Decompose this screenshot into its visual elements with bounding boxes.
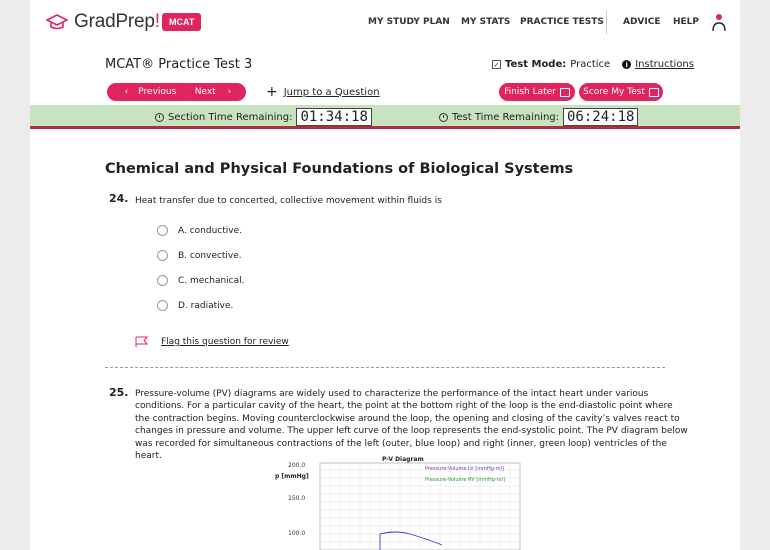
nav-my-study-plan[interactable]: MY STUDY PLAN bbox=[368, 17, 450, 27]
test-mode-label: Test Mode: bbox=[505, 59, 567, 70]
answer-option-d[interactable]: D. radiative. bbox=[157, 300, 233, 311]
save-icon bbox=[560, 88, 570, 97]
answer-option-c[interactable]: C. mechanical. bbox=[157, 275, 245, 286]
question-number: 25. bbox=[109, 386, 129, 399]
answer-option-a[interactable]: A. conductive. bbox=[157, 225, 242, 236]
radio-button[interactable] bbox=[157, 300, 168, 311]
next-button[interactable]: Next › bbox=[180, 83, 246, 101]
chevron-left-icon: ‹ bbox=[124, 87, 129, 97]
test-mode-indicator bbox=[492, 59, 694, 70]
nav-practice-tests[interactable]: PRACTICE TESTS bbox=[520, 17, 604, 27]
nav-help[interactable]: HELP bbox=[673, 17, 700, 27]
jump-to-question[interactable] bbox=[266, 84, 380, 100]
bar-chart-icon bbox=[649, 88, 659, 97]
chart-title: P-V Diagram bbox=[382, 456, 424, 463]
question-number: 24. bbox=[109, 192, 129, 205]
clock-icon bbox=[439, 113, 448, 122]
gradprep-logo[interactable] bbox=[46, 11, 160, 33]
flag-for-review[interactable] bbox=[135, 336, 289, 348]
pv-diagram-chart bbox=[270, 455, 530, 550]
question-text: Heat transfer due to concerted, collective movement within fluids is bbox=[135, 196, 442, 206]
test-mode-value: Practice bbox=[570, 59, 611, 70]
radio-button[interactable] bbox=[157, 275, 168, 286]
nav-divider bbox=[606, 10, 607, 34]
flag-icon bbox=[135, 336, 149, 348]
plus-icon: + bbox=[266, 84, 278, 100]
answer-option-b[interactable]: B. convective. bbox=[157, 250, 242, 261]
legend-entry-rv: Pressure-Volume RV [mmHg-ml] bbox=[425, 477, 505, 483]
clock-icon bbox=[155, 113, 164, 122]
test-mode-checkbox[interactable]: ✓ bbox=[493, 60, 500, 69]
chevron-right-icon: › bbox=[227, 87, 232, 97]
legend-entry-lv: Pressure-Volume LV [mmHg-ml] bbox=[425, 466, 504, 472]
test-title: MCAT® Practice Test 3 bbox=[105, 57, 253, 72]
score-my-test-button[interactable]: Score My Test bbox=[579, 83, 663, 101]
nav-advice[interactable]: ADVICE bbox=[623, 17, 661, 27]
top-navigation bbox=[30, 0, 740, 46]
app-page bbox=[30, 0, 740, 550]
test-timer: Test Time Remaining: 06:24:18 bbox=[439, 108, 638, 126]
flag-question-link[interactable]: Flag this question for review bbox=[161, 337, 289, 347]
question-passage: Pressure-volume (PV) diagrams are widely used to characterize the performance of the intact heart under various conditions. For a particular cavity of the heart, the point at the bottom right of the loop is the end-diastolic point where the contraction begins. Moving counterclockwise around the loop, the opening and closing of the cavity’s valves react to changes in pressure and volume. The upper left curve of the loop represents the end-systolic point. The PV diagram below was recorded for simultaneous contractions of the left (outer, blue loop) and right (inner, green loop) ventricles of the heart. bbox=[135, 389, 688, 462]
nav-my-stats[interactable]: MY STATS bbox=[461, 17, 511, 27]
radio-button[interactable] bbox=[157, 225, 168, 236]
graduation-cap-icon bbox=[46, 14, 68, 30]
y-tick-label: 100.0 bbox=[288, 530, 306, 537]
previous-button[interactable]: ‹ Previous bbox=[107, 83, 194, 101]
user-account-icon[interactable] bbox=[711, 12, 727, 32]
section-time-value: 01:34:18 bbox=[296, 108, 371, 126]
section-title: Chemical and Physical Foundations of Biological Systems bbox=[105, 161, 574, 177]
instructions-link[interactable]: Instructions bbox=[635, 59, 694, 70]
y-axis-label: p [mmHg] bbox=[275, 473, 309, 480]
test-time-value: 06:24:18 bbox=[563, 108, 638, 126]
radio-button[interactable] bbox=[157, 250, 168, 261]
y-tick-label: 200.0 bbox=[288, 462, 306, 469]
jump-to-question-link[interactable]: Jump to a Question bbox=[283, 86, 380, 98]
timer-bar bbox=[30, 105, 740, 129]
info-icon: i bbox=[622, 60, 631, 69]
mcat-badge: MCAT bbox=[162, 13, 201, 31]
section-timer: Section Time Remaining: 01:34:18 bbox=[155, 108, 372, 126]
y-tick-label: 150.0 bbox=[288, 495, 306, 502]
logo-text: GradPrep! bbox=[74, 11, 160, 32]
question-divider bbox=[105, 367, 665, 368]
finish-later-button[interactable]: Finish Later bbox=[499, 83, 575, 101]
